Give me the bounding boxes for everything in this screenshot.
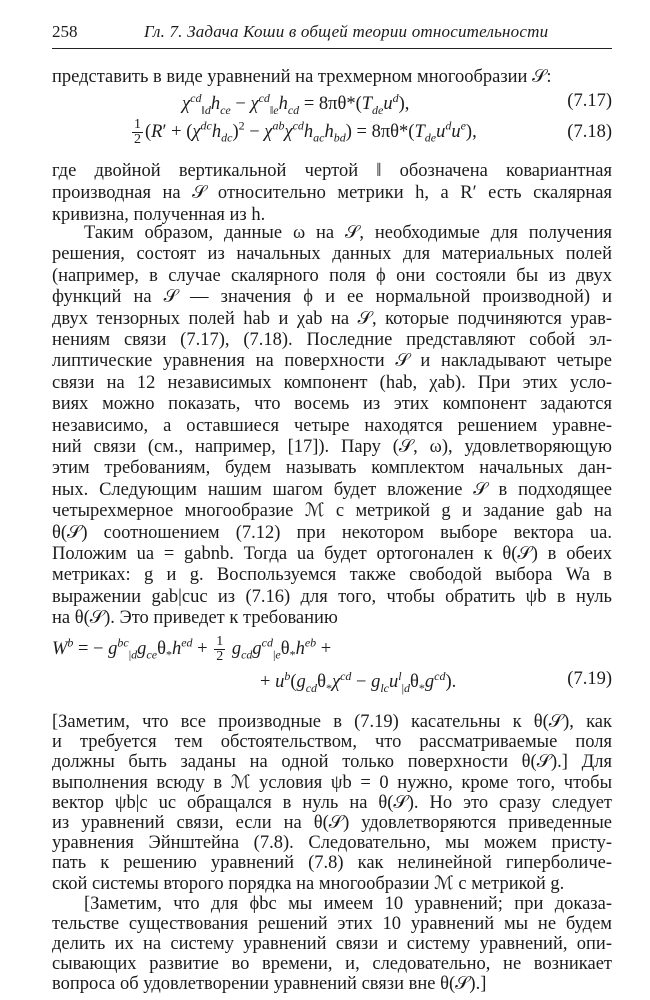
paragraph3-line-4: выполнения всюду в ℳ условия ψb = 0 нужно, кроме того, чтобы — [52, 772, 612, 793]
paragraph3-line-2: и требуется тем обстоятельством, что рассматриваемые поля — [52, 732, 612, 753]
equation-7-19-line-1 — [52, 632, 612, 664]
equation-7-17 — [52, 88, 612, 116]
paragraph1-line-3: кривизна, полученная из h. — [52, 205, 266, 225]
paragraph2-line-3: (например, в случае скалярного поля ϕ они состояли бы из двух — [52, 265, 612, 286]
paragraph1-line-2: производная на 𝒮 относительно метрики h, а R′ есть скалярная — [52, 183, 612, 203]
paragraph2-line-18: выражении gab|cuc из (7.16) для того, чтобы обратить ψb в нуль — [52, 586, 612, 607]
equation-7-18-body: $\frac{1}{2}$ $(R' + (\chi^{dc}h_{dc})^2 - \chi^{ab}\chi^{cd}h_{ac}h_{bd}) = 8\pi\theta*(T_{de}u^du^e)$, — [134, 117, 477, 147]
paragraph2-line-16: Положим ua = gabnb. Тогда ua будет ортогонален к θ(𝒮) в обеих — [52, 544, 612, 564]
paragraph2-line-7: липтические уравнения на поверхности 𝒮 и накладывают четыре — [52, 351, 612, 372]
paragraph2-line-8: связи на 12 независимых компонент (hab, χab). При этих усло- — [52, 372, 612, 393]
paragraph2-line-9: виях можно показать, что восемь из этих компонент задаются — [52, 394, 612, 415]
equation-7-19-part-2: + $u^b(g_{cd}\theta_*\chi^{cd} - g_{lc}u^l_{|d}\theta_*g^{cd})$. — [260, 669, 457, 695]
paragraph3-line-1: [Заметим, что все производные в (7.19) касательны к θ(𝒮), как — [52, 712, 612, 732]
paragraph4-line-4: сывающих развитие во времени, и, следовательно, не возникает — [52, 954, 612, 974]
equation-7-17-body: $\chi^{cd}_{‖d}h_{ce} - \chi^{cd}_{‖e}h_{cd} = 8\pi\theta*(T_{de}u^d)$, — [182, 91, 410, 117]
equation-7-18-number: (7.18) — [567, 122, 612, 142]
paragraph3-line-8: пать к решению уравнений (7.8) как нелинейной гиперболиче- — [52, 853, 612, 874]
paragraph1-line-1: где двойной вертикальной чертой ‖ обозначена ковариантная — [52, 161, 612, 181]
paragraph4-line-3: делить их на систему уравнений связи и систему уравнений, опи- — [52, 934, 612, 954]
paragraph3-line-9: ской системы второго порядка на многообразии ℳ с метрикой g. — [52, 873, 565, 894]
paragraph2-line-1: Таким образом, данные ω на 𝒮, необходимые для получения — [84, 223, 612, 243]
equation-7-18 — [52, 118, 612, 146]
paragraph2-line-19: на θ(𝒮). Это приведет к требованию — [52, 608, 338, 629]
paragraph3-line-6: из уравнений связи, если на θ(𝒮) удовлетворяются приведенные — [52, 813, 612, 833]
paragraph3-line-5: вектор ψb|c uc обращался в нуль на θ(𝒮). Но это сразу следует — [52, 792, 612, 813]
paragraph4-line-5: вопроса об удовлетворении уравнений связи вне θ(𝒮).] — [52, 974, 487, 994]
paragraph2-line-12: этим требованиям, будем называть комплектом начальных дан- — [52, 458, 612, 479]
equation-7-19-number: (7.19) — [567, 669, 612, 689]
paragraph2-line-11: ний связи (см., например, [17]). Пару (𝒮, ω), удовлетворяющую — [52, 437, 612, 457]
paragraph3-line-7: уравнения Эйнштейна (7.8). Следовательно, мы можем присту- — [52, 833, 612, 854]
page-number: 258 — [52, 22, 78, 41]
running-title: Гл. 7. Задача Коши в общей теории относительности — [144, 22, 549, 41]
paragraph3-line-3: должны быть заданы на одной только поверхности θ(𝒮).] Для — [52, 752, 612, 773]
paragraph2-line-4: функций на 𝒮 — значения ϕ и ее нормальной производной) и — [52, 287, 612, 308]
intro-line: представить в виде уравнений на трехмерном многообразии 𝒮: — [52, 67, 552, 87]
paragraph2-line-6: нениям связи (7.17), (7.18). Последние представляют собой эл- — [52, 330, 612, 350]
paragraph2-line-15: θ(𝒮) соотношением (7.12) при некотором выборе вектора ua. — [52, 522, 612, 543]
paragraph2-line-14: четырехмерное многообразие ℳ с метрикой g и задание gab на — [52, 501, 612, 522]
equation-7-17-number: (7.17) — [567, 91, 612, 111]
paragraph2-line-17: метриках: g и g. Воспользуемся также свободой выбора Wa в — [52, 565, 612, 586]
equation-7-19-part-1: $W^b$ = − $g^{bc}_{|d}g_{ce}\theta_*h^{ed}$ + $\frac{1}{2}$ $g_{cd}g^{cd}_{|e}\theta_*h^{eb}$ + — [52, 634, 332, 664]
paragraph2-line-5: двух тензорных полей hab и χab на 𝒮, которые подчиняются урав- — [52, 308, 612, 329]
paragraph2-line-13: ных. Следующим нашим шагом будет вложение 𝒮 в подходящее — [52, 479, 612, 500]
paragraph4-line-1: [Заметим, что для ϕbc мы имеем 10 уравнений; при доказа- — [84, 894, 612, 914]
equation-7-19-line-2 — [52, 666, 612, 694]
page-header — [52, 22, 612, 49]
paragraph2-line-10: независимо, а оставшиеся четыре находятся решением уравне- — [52, 415, 612, 436]
paragraph2-line-2: решения, состоят из начальных данных для материальных полей — [52, 244, 612, 265]
paragraph4-line-2: тельстве существования решений этих 10 уравнений мы не будем — [52, 914, 612, 934]
